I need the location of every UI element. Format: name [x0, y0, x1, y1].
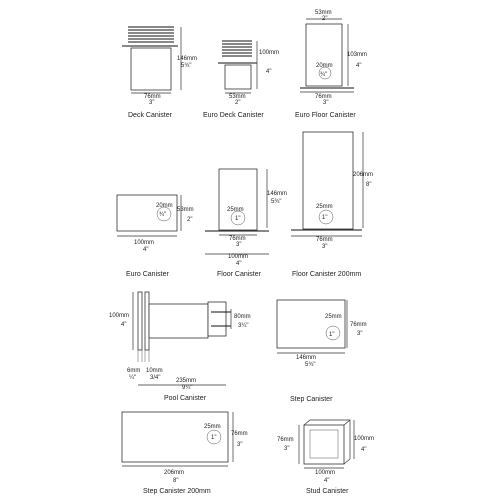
step200-canister-drawing: [122, 412, 248, 495]
floor200-hole-mm: 25mm: [316, 204, 333, 210]
pool-plate-in: 4": [121, 322, 127, 328]
pool-height-in: 3¼": [238, 323, 249, 329]
pool-length-mm: 235mm: [176, 378, 197, 384]
floor-width-mm: 76mm: [229, 236, 246, 242]
euro-floor-height-in: 4": [356, 63, 362, 69]
floor200-width-mm: 76mm: [316, 237, 333, 243]
floor200-height-in: 8": [366, 182, 372, 188]
floor-caption: Floor Canister: [217, 271, 261, 278]
deck-canister-drawing: [122, 27, 197, 119]
stud-height2-mm: 100mm: [354, 436, 375, 442]
step-width-mm: 146mm: [296, 355, 317, 361]
stud-height-mm: 76mm: [277, 437, 294, 443]
stud-height-in: 3": [284, 446, 290, 452]
deck-height-mm: 146mm: [177, 56, 198, 62]
euro-width-mm: 100mm: [134, 240, 155, 246]
euro-deck-height-in: 4": [266, 69, 272, 75]
deck-thread: [128, 27, 174, 42]
euro-deck-width-mm: 53mm: [229, 94, 246, 100]
stud-width-mm: 100mm: [315, 470, 336, 476]
euro-floor-hole-in: ¾": [320, 72, 328, 78]
euro-hole-mm: 20mm: [156, 203, 173, 209]
step200-hole-in: 1": [211, 435, 217, 441]
pool-thick-in: 3/4": [150, 375, 161, 381]
deck-width-mm: 76mm: [144, 94, 161, 100]
deck-height-in: 5¾": [181, 63, 192, 69]
floor-base-in: 4": [236, 261, 242, 267]
step-hole-mm: 25mm: [325, 314, 342, 320]
pool-gap-in: ¼": [129, 375, 137, 381]
pool-thick-mm: 10mm: [146, 368, 163, 374]
euro-canister-drawing: [117, 195, 194, 278]
floor-width-in: 3": [236, 242, 242, 248]
step-canister-drawing: [277, 300, 367, 403]
pool-length-in: 9¼": [182, 385, 193, 391]
pool-gap-mm: 6mm: [127, 368, 141, 374]
euro-floor-top-mm: 53mm: [315, 10, 332, 16]
stud-caption: Stud Canister: [306, 488, 349, 495]
stud-canister-drawing: [277, 420, 374, 495]
step200-height-in: 3": [237, 442, 243, 448]
step200-width-in: 8": [173, 478, 179, 484]
step-height-mm: 76mm: [350, 322, 367, 328]
deck-caption: Deck Canister: [128, 112, 172, 119]
floor200-caption: Floor Canister 200mm: [292, 271, 362, 278]
euro-deck-width-in: 2": [235, 100, 241, 106]
step-hole-in: 1": [329, 332, 335, 338]
euro-height-in: 2": [187, 217, 193, 223]
euro-floor-top-in: 2": [322, 16, 328, 22]
floor200-height-mm: 206mm: [353, 172, 374, 178]
step200-width-mm: 206mm: [164, 470, 185, 476]
deck-width-in: 3": [149, 100, 155, 106]
step200-height-mm: 76mm: [231, 431, 248, 437]
pool-plate-back: [145, 292, 149, 350]
pool-canister-drawing: [109, 292, 251, 402]
euro-caption: Euro Canister: [126, 271, 169, 278]
floor-height-in: 5¾": [271, 199, 282, 205]
floor200-hole-in: 1": [322, 215, 328, 221]
step-height-in: 3": [357, 331, 363, 337]
euro-hole-in: ¾": [159, 212, 167, 218]
stud-height2-in: 4": [361, 447, 367, 453]
pool-plate-front: [138, 292, 142, 350]
euro-floor-canister-drawing: [295, 10, 367, 119]
floor-base-mm: 100mm: [228, 254, 249, 260]
euro-deck-height-mm: 100mm: [259, 50, 280, 56]
floor-canister-drawing: [205, 169, 287, 278]
floor200-canister-drawing: [291, 132, 373, 278]
euro-floor-width-mm: 76mm: [315, 94, 332, 100]
floor-hole-mm: 25mm: [227, 207, 244, 213]
floor200-width-in: 3": [322, 244, 328, 250]
euro-width-in: 4": [143, 247, 149, 253]
euro-floor-height-mm: 103mm: [347, 52, 368, 58]
step200-hole-mm: 25mm: [204, 424, 221, 430]
pool-plate-mm: 100mm: [109, 313, 130, 319]
euro-height-mm: 53mm: [177, 207, 194, 213]
euro-deck-caption: Euro Deck Canister: [203, 112, 264, 119]
euro-floor-width-in: 3": [323, 100, 329, 106]
step200-caption: Step Canister 200mm: [143, 488, 211, 495]
step-width-in: 5¾": [305, 362, 316, 368]
floor-hole-in: 1": [235, 216, 241, 222]
floor-height-mm: 146mm: [267, 191, 288, 197]
pool-body: [149, 304, 208, 338]
pool-height-mm: 80mm: [234, 314, 251, 320]
stud-width-in: 4": [324, 478, 330, 484]
euro-deck-thread: [222, 41, 252, 56]
euro-deck-canister-drawing: [203, 41, 279, 119]
euro-floor-hole-mm: 20mm: [316, 63, 333, 69]
step-caption: Step Canister: [290, 396, 333, 403]
pool-cap: [208, 302, 226, 336]
pool-caption: Pool Canister: [164, 395, 207, 402]
euro-floor-caption: Euro Floor Canister: [295, 112, 356, 119]
